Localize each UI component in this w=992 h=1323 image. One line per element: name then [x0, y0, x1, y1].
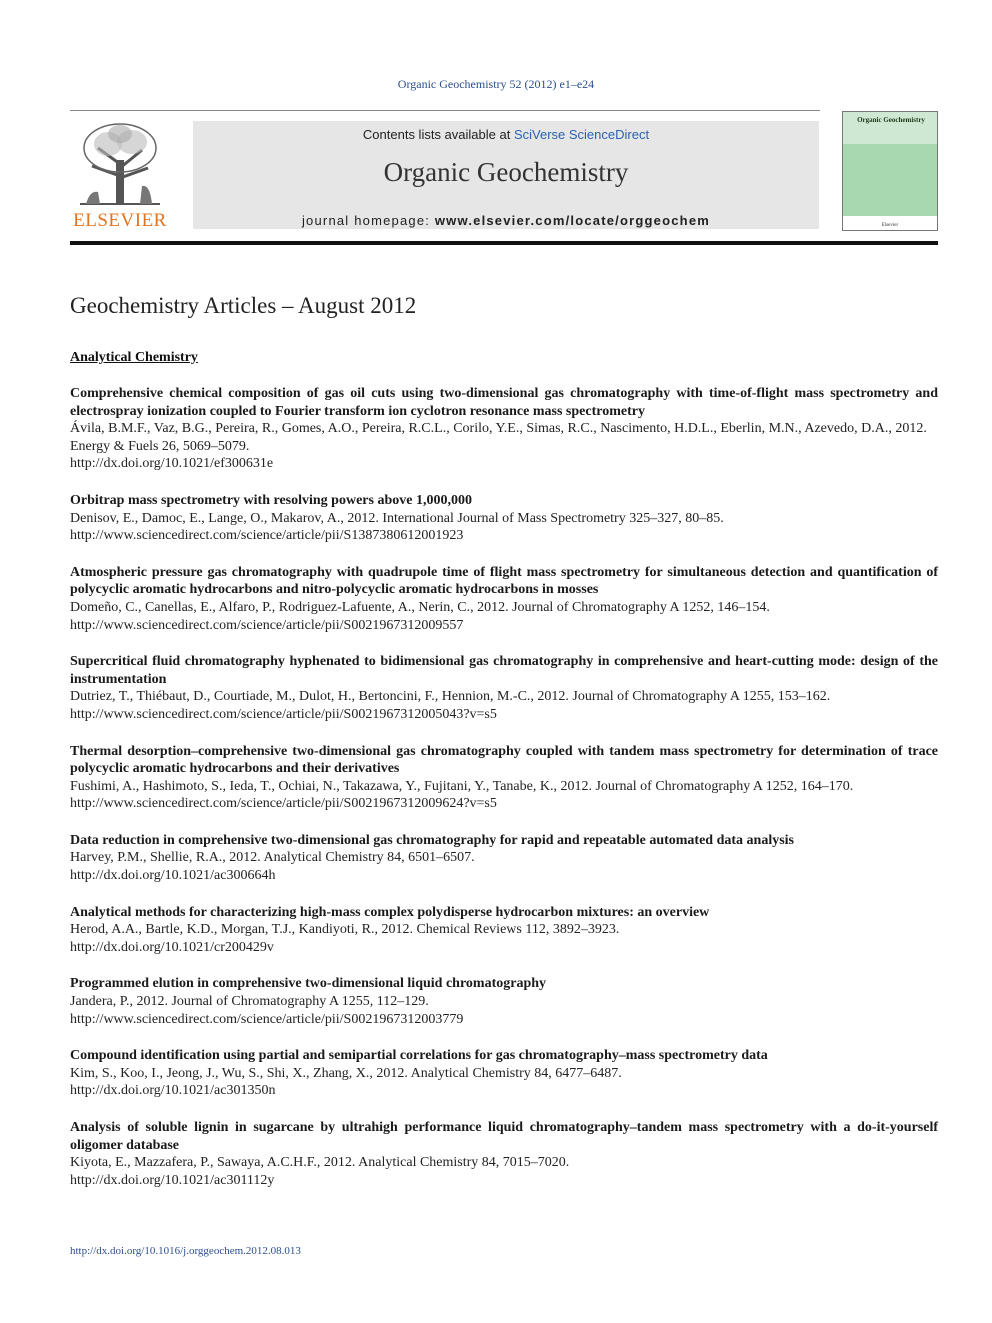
homepage-prefix: journal homepage:: [301, 213, 431, 228]
article-link[interactable]: http://www.sciencedirect.com/science/article/pii/S0021967312005043?v=s5: [70, 706, 497, 722]
article-item: [70, 653, 938, 723]
section-heading: Analytical Chemistry: [70, 350, 198, 365]
article-link[interactable]: http://dx.doi.org/10.1021/ef300631e: [70, 456, 274, 472]
cover-band: [843, 144, 937, 216]
article-reference: Harvey, P.M., Shellie, R.A., 2012. Analytical Chemistry 84, 6501–6507.: [70, 850, 475, 866]
article-list: [70, 385, 938, 1208]
article-reference: Kiyota, E., Mazzafera, P., Sawaya, A.C.H.F., 2012. Analytical Chemistry 84, 7015–7020.: [70, 1155, 570, 1171]
article-reference: Jandera, P., 2012. Journal of Chromatography A 1255, 112–129.: [70, 994, 429, 1010]
article-reference: Kim, S., Koo, I., Jeong, J., Wu, S., Shi, X., Zhang, X., 2012. Analytical Chemistry 84, 6477–6487.: [70, 1065, 622, 1081]
contents-prefix: Contents lists available at: [362, 127, 511, 142]
sciencedirect-link[interactable]: SciVerse ScienceDirect: [513, 127, 650, 142]
contents-line: [193, 127, 819, 142]
article-title: Thermal desorption–comprehensive two-dimensional gas chromatography coupled with tandem mass spectrometry for determination of trace polycyclic aromatic hydrocarbons and their derivatives: [70, 743, 938, 777]
article-item: [70, 385, 938, 473]
article-item: [70, 743, 938, 813]
article-link[interactable]: http://www.sciencedirect.com/science/article/pii/S0021967312009557: [70, 617, 464, 633]
article-title: Analysis of soluble lignin in sugarcane by ultrahigh performance liquid chromatography–tandem mass spectrometry with a do-it-yourself oligomer database: [70, 1120, 938, 1153]
article-item: [70, 975, 938, 1028]
article-reference: Herod, A.A., Bartle, K.D., Morgan, T.J., Kandiyoti, R., 2012. Chemical Reviews 112, 3892–3923.: [70, 922, 620, 938]
page-title: Geochemistry Articles – August 2012: [70, 293, 417, 318]
article-link[interactable]: http://dx.doi.org/10.1021/ac301112y: [70, 1172, 275, 1188]
article-reference: Denisov, E., Damoc, E., Lange, O., Makarov, A., 2012. International Journal of Mass Spectrometry 325–327, 80–85.: [70, 510, 724, 526]
elsevier-tree-icon: [68, 120, 172, 212]
article-reference: Ávila, B.M.F., Vaz, B.G., Pereira, R., Gomes, A.O., Pereira, R.C.L., Corilo, Y.E., Simas, R.C., Nascimento, H.D.L., Eberlin, M.N., Azevedo, D.A., 2012. Energy & Fuels 26, 5069–5079.: [70, 421, 927, 454]
cover-title: Organic Geochemistry: [857, 116, 925, 124]
article-item: [70, 904, 938, 957]
journal-homepage: [193, 213, 819, 228]
article-item: [70, 492, 938, 545]
article-title: Data reduction in comprehensive two-dimensional gas chromatography for rapid and repeatable automated data analysis: [70, 832, 795, 848]
article-title: Programmed elution in comprehensive two-dimensional liquid chromatography: [70, 976, 547, 992]
cover-publisher: Elsevier: [881, 223, 899, 228]
publisher-wordmark: ELSEVIER: [73, 210, 167, 231]
journal-citation[interactable]: Organic Geochemistry 52 (2012) e1–e24: [397, 77, 595, 91]
article-reference: Dutriez, T., Thiébaut, D., Courtiade, M., Dulot, H., Bertoncini, F., Hennion, M.-C., 2012. Journal of Chromatography A 1255, 153–162.: [70, 689, 831, 705]
article-reference: Fushimi, A., Hashimoto, S., Ieda, T., Ochiai, N., Takazawa, Y., Fujitani, Y., Tanabe, K., 2012. Journal of Chromatography A 1252, 164–170.: [70, 778, 854, 794]
journal-banner: [193, 121, 819, 229]
elsevier-logo[interactable]: [68, 120, 172, 232]
article-title: Orbitrap mass spectrometry with resolving powers above 1,000,000: [70, 492, 472, 508]
article-link[interactable]: http://www.sciencedirect.com/science/article/pii/S0021967312009624?v=s5: [70, 796, 497, 812]
article-link[interactable]: http://www.sciencedirect.com/science/article/pii/S1387380612001923: [70, 528, 464, 544]
journal-cover-thumbnail[interactable]: [842, 111, 938, 231]
article-link[interactable]: http://dx.doi.org/10.1021/ac301350n: [70, 1083, 276, 1099]
article-link[interactable]: http://www.sciencedirect.com/science/article/pii/S0021967312003779: [70, 1011, 464, 1027]
header-divider: [70, 241, 938, 245]
homepage-link[interactable]: www.elsevier.com/locate/orggeochem: [434, 213, 711, 228]
footer-doi-link[interactable]: http://dx.doi.org/10.1016/j.orggeochem.2012.08.013: [70, 1245, 301, 1257]
top-divider: [70, 110, 820, 111]
article-reference: Domeño, C., Canellas, E., Alfaro, P., Rodriguez-Lafuente, A., Nerin, C., 2012. Journal of Chromatography A 1252, 146–154.: [70, 599, 770, 615]
article-title: Analytical methods for characterizing high-mass complex polydisperse hydrocarbon mixtures: an overview: [70, 904, 710, 920]
journal-title: Organic Geochemistry: [383, 157, 629, 187]
article-title: Supercritical fluid chromatography hyphenated to bidimensional gas chromatography in comprehensive and heart-cutting mode: design of the instrumentation: [70, 654, 938, 687]
article-item: [70, 1047, 938, 1100]
article-item: [70, 564, 938, 634]
article-title: Atmospheric pressure gas chromatography with quadrupole time of flight mass spectrometry for simultaneous detection and quantification of polycyclic aromatic hydrocarbons and nitro-polycyclic aromatic hydrocarbons in mosses: [70, 564, 938, 598]
article-link[interactable]: http://dx.doi.org/10.1021/ac300664h: [70, 868, 276, 884]
article-item: [70, 832, 938, 885]
article-title: Comprehensive chemical composition of gas oil cuts using two-dimensional gas chromatography with time-of-flight mass spectrometry and electrospray ionization coupled to Fourier transform ion cyclotron resonance mass spectrometry: [70, 386, 938, 419]
article-title: Compound identification using partial and semipartial correlations for gas chromatography–mass spectrometry data: [70, 1048, 768, 1064]
article-link[interactable]: http://dx.doi.org/10.1021/cr200429v: [70, 939, 274, 955]
article-item: [70, 1119, 938, 1189]
